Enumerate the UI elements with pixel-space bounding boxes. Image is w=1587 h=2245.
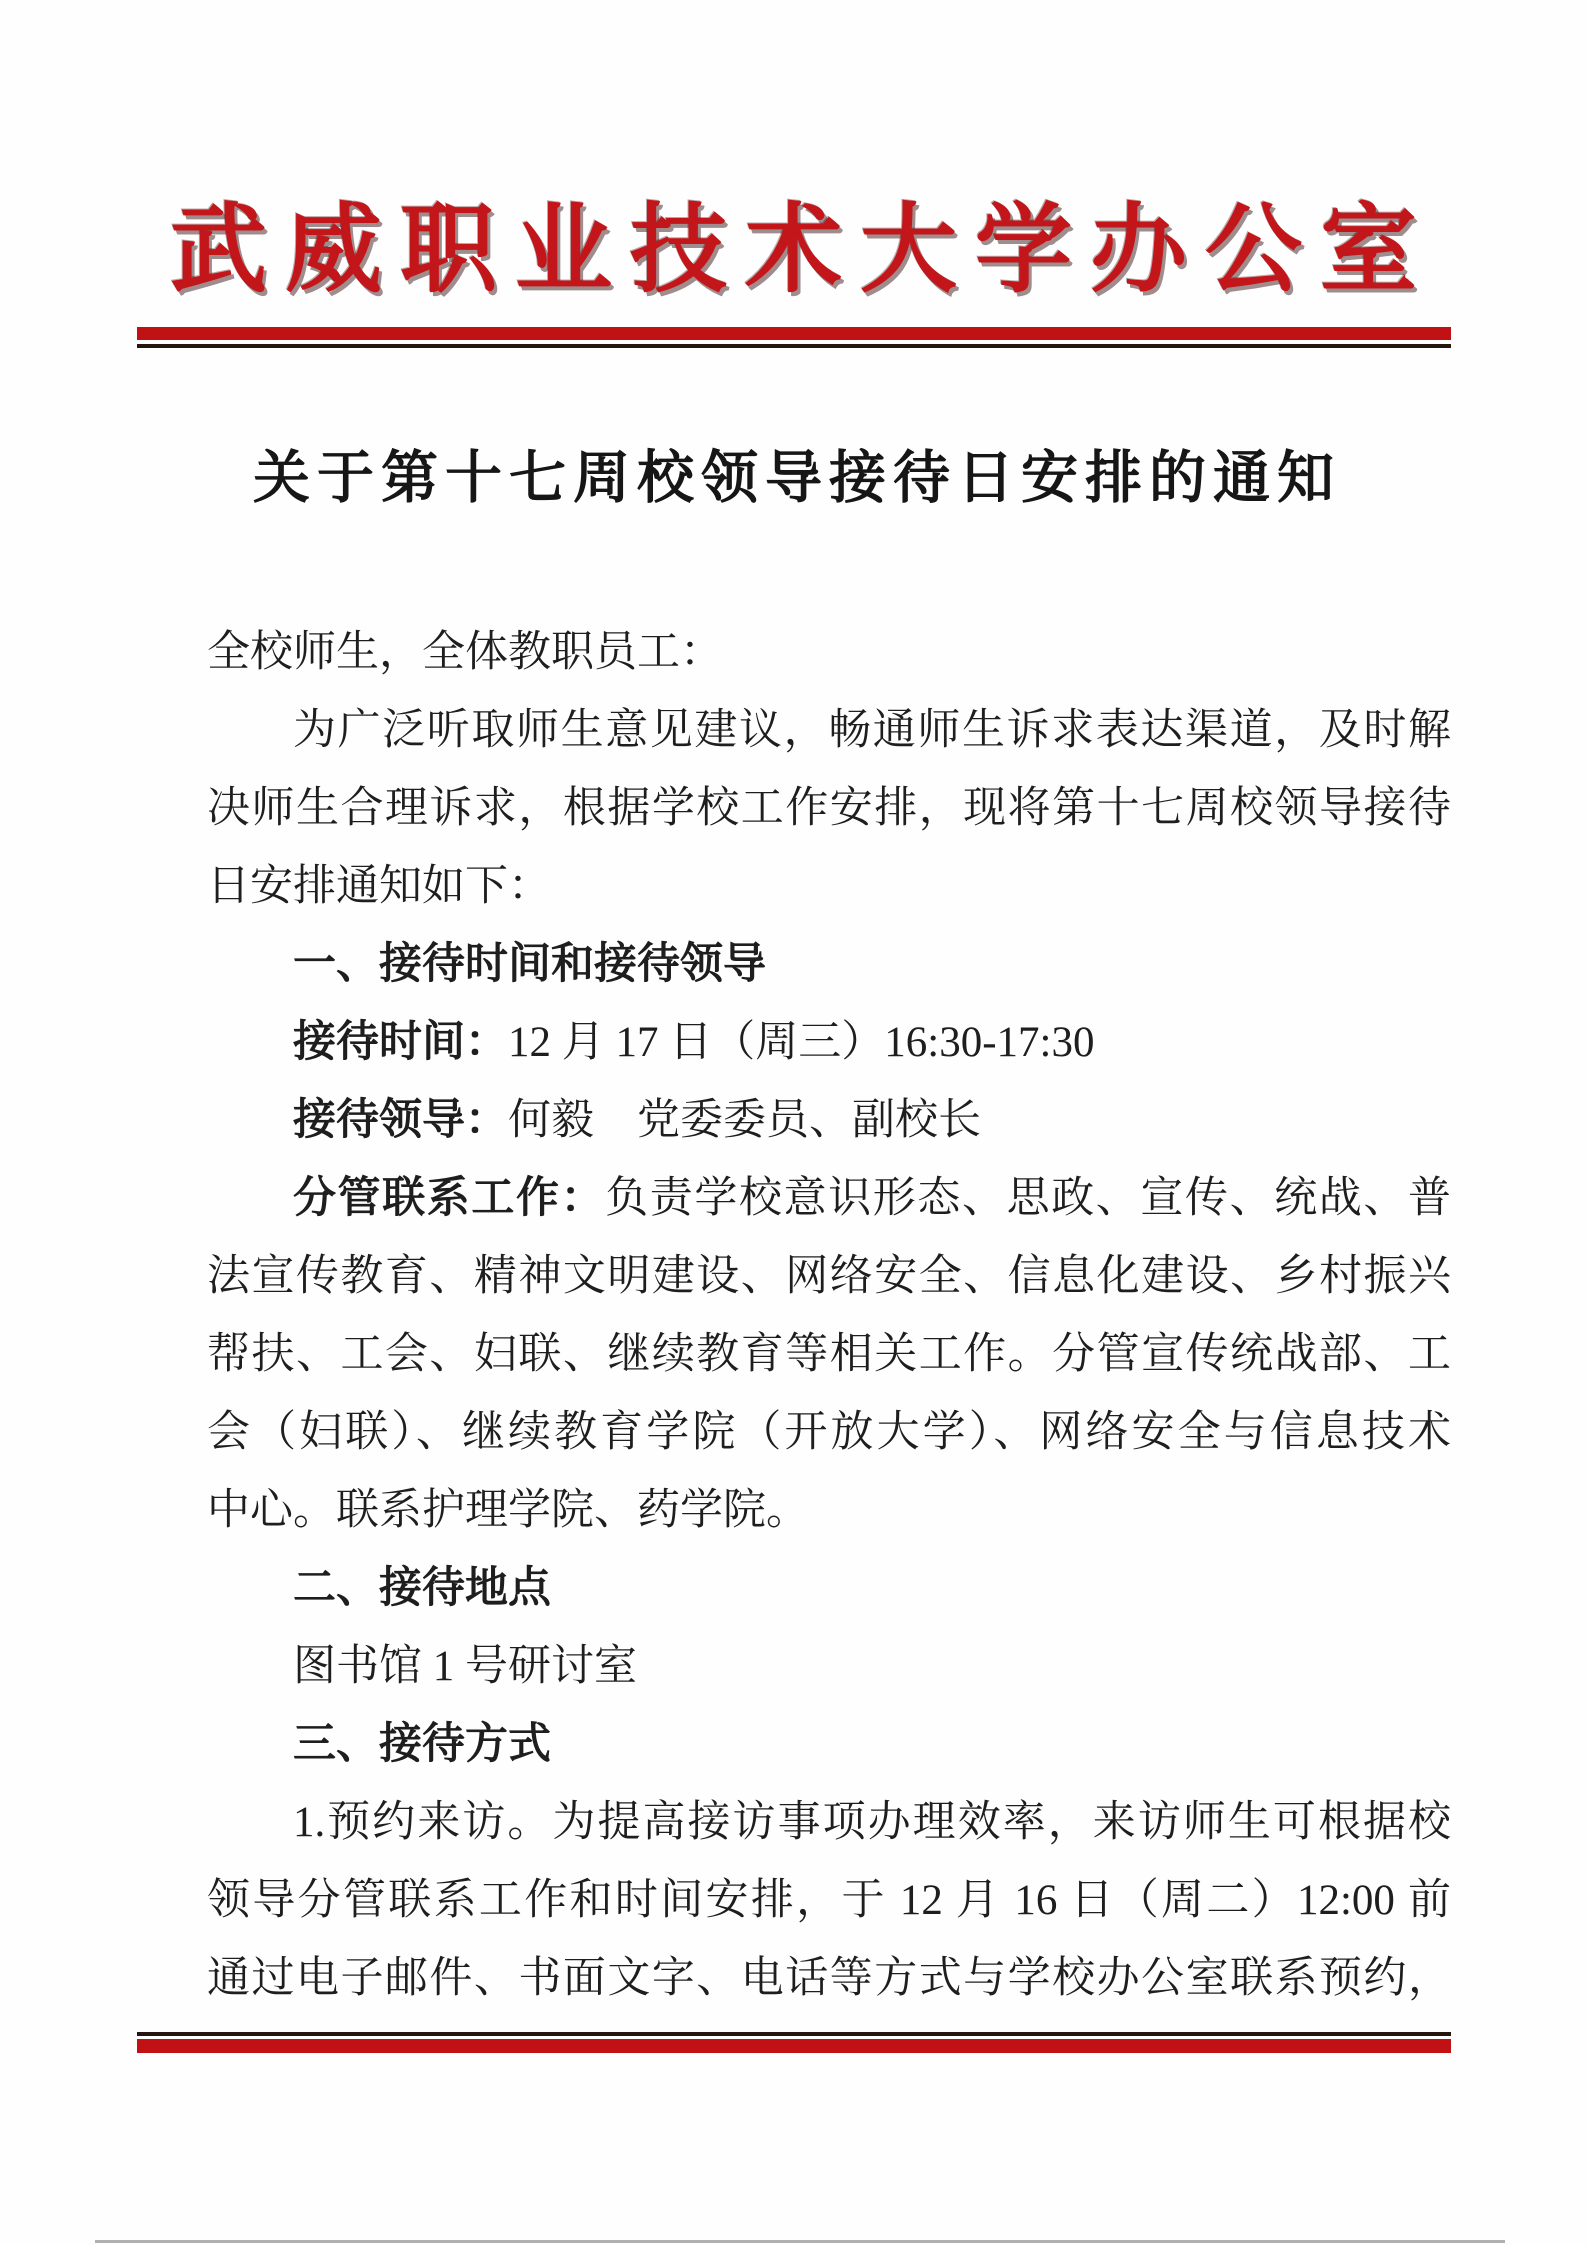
body-line bbox=[207, 926, 1451, 1004]
body-line bbox=[207, 1004, 1451, 1082]
body-line bbox=[207, 1940, 1451, 2018]
document-title: 关于第十七周校领导接待日安排的通知 bbox=[253, 447, 1341, 510]
document-body bbox=[207, 614, 1451, 2018]
body-line bbox=[207, 1862, 1451, 1940]
body-line bbox=[207, 770, 1451, 848]
body-line bbox=[207, 1394, 1451, 1472]
body-line bbox=[207, 848, 1451, 926]
body-line-text: 为广泛听取师生意见建议，畅通师生诉求表达渠道，及时解 bbox=[293, 707, 1451, 754]
body-line-text: 1.预约来访。为提高接访事项办理效率，来访师生可根据校 bbox=[293, 1799, 1451, 1846]
body-line bbox=[207, 1238, 1451, 1316]
body-line bbox=[207, 1784, 1451, 1862]
body-line-label: 三、接待方式 bbox=[293, 1721, 551, 1768]
body-line-label: 一、接待时间和接待领导 bbox=[293, 941, 766, 988]
letterhead-divider-red-line bbox=[137, 327, 1451, 340]
body-line bbox=[207, 1316, 1451, 1394]
body-line bbox=[207, 1082, 1451, 1160]
body-line-text: 图书馆 1 号研讨室 bbox=[293, 1643, 637, 1690]
body-line-text: 12 月 17 日（周三）16:30-17:30 bbox=[508, 1019, 1095, 1066]
letterhead-title: 武威职业技术大学办公室 bbox=[170, 197, 1435, 304]
footer-divider-black-line bbox=[137, 2032, 1451, 2036]
body-line bbox=[207, 1550, 1451, 1628]
body-line-label: 分管联系工作： bbox=[293, 1175, 606, 1222]
body-line-text: 日安排通知如下： bbox=[207, 863, 551, 910]
body-line-text: 会（妇联）、继续教育学院（开放大学）、网络安全与信息技术 bbox=[207, 1409, 1451, 1456]
body-line-text: 领导分管联系工作和时间安排，于 12 月 16 日（周二）12:00 前 bbox=[207, 1877, 1451, 1924]
body-line-text: 通过电子邮件、书面文字、电话等方式与学校办公室联系预约， bbox=[207, 1955, 1451, 2002]
body-line-text: 中心。联系护理学院、药学院。 bbox=[207, 1487, 809, 1534]
footer-divider-red-line bbox=[137, 2039, 1451, 2053]
body-line bbox=[207, 1160, 1451, 1238]
body-line-label: 接待领导： bbox=[293, 1097, 508, 1144]
letterhead-divider-black-line bbox=[137, 344, 1451, 348]
page-edge-shadow bbox=[95, 2240, 1505, 2243]
body-line-label: 二、接待地点 bbox=[293, 1565, 551, 1612]
body-line-text: 何毅 党委委员、副校长 bbox=[508, 1097, 981, 1144]
body-line bbox=[207, 1628, 1451, 1706]
body-line bbox=[207, 692, 1451, 770]
body-line bbox=[207, 1472, 1451, 1550]
body-line bbox=[207, 614, 1451, 692]
body-line-text: 法宣传教育、精神文明建设、网络安全、信息化建设、乡村振兴 bbox=[207, 1253, 1451, 1300]
body-line bbox=[207, 1706, 1451, 1784]
body-line-text: 负责学校意识形态、思政、宣传、统战、普 bbox=[605, 1175, 1451, 1222]
body-line-text: 决师生合理诉求，根据学校工作安排，现将第十七周校领导接待 bbox=[207, 785, 1451, 832]
body-line-label: 接待时间： bbox=[293, 1019, 508, 1066]
body-line-text: 帮扶、工会、妇联、继续教育等相关工作。分管宣传统战部、工 bbox=[207, 1331, 1451, 1378]
body-line-text: 全校师生，全体教职员工： bbox=[207, 629, 723, 676]
